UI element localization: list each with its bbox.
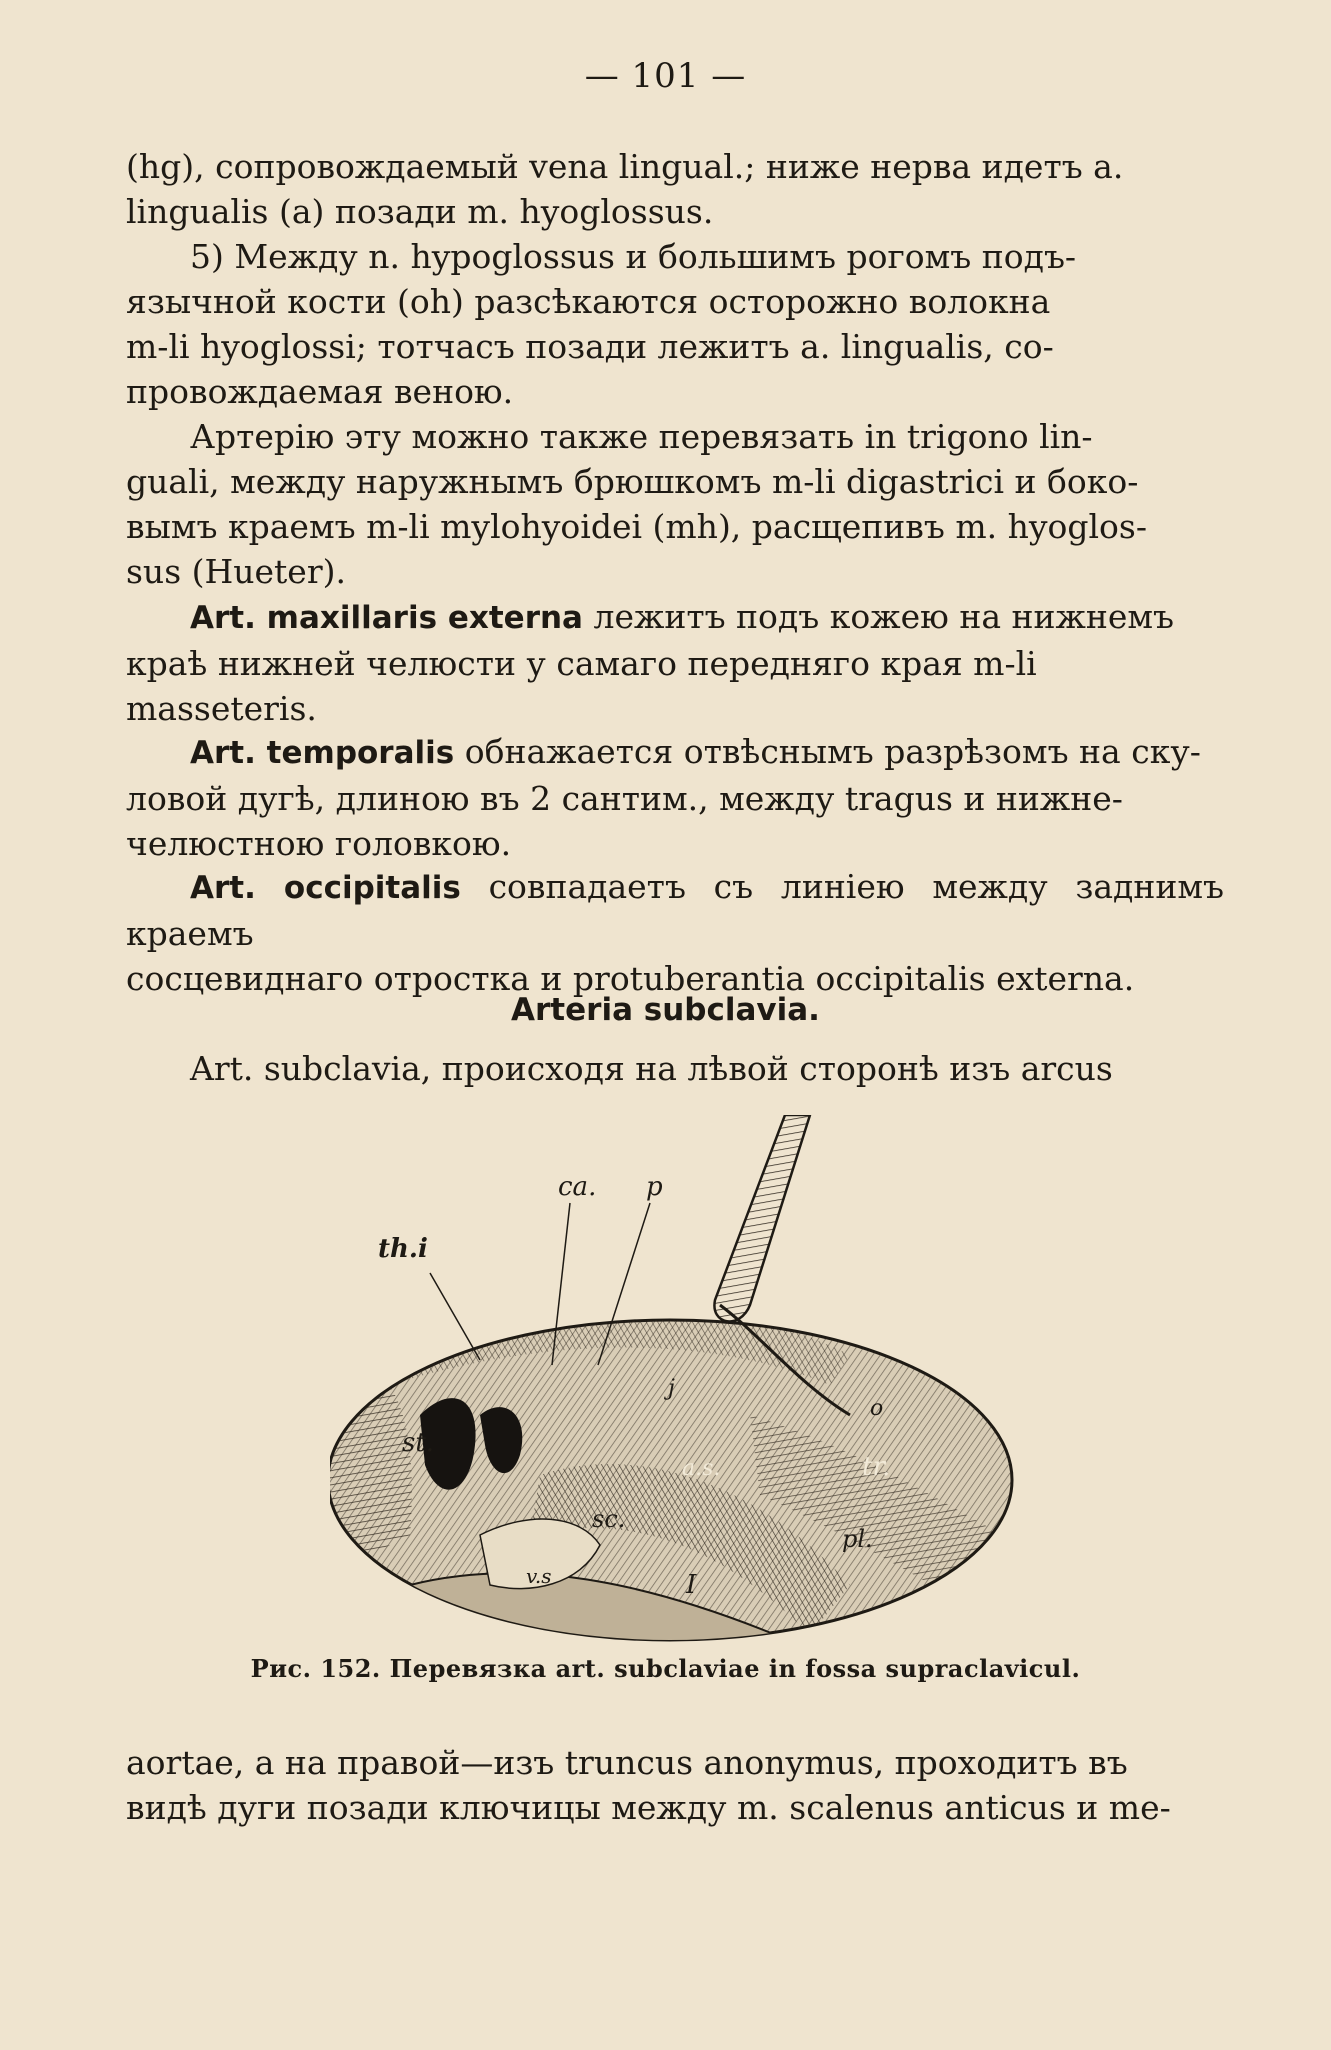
text-line: провождаемая веною. bbox=[126, 372, 514, 411]
text-line: masseteris. bbox=[126, 689, 317, 728]
label-o: o bbox=[870, 1396, 884, 1421]
paragraph-trigono-linguali bbox=[126, 414, 1224, 594]
label-pl: pl. bbox=[842, 1525, 873, 1553]
paragraph-temporalis bbox=[126, 729, 1224, 866]
text-line: видѣ дуги позади ключицы между m. scalenus anticus и me- bbox=[126, 1788, 1171, 1827]
paragraph-step-5 bbox=[126, 234, 1224, 414]
label-ca: ca. bbox=[558, 1172, 597, 1202]
text-line: вымъ краемъ m-li mylohyoidei (mh), расщепивъ m. hyoglos- bbox=[126, 507, 1148, 546]
text-line: m-li hyoglossi; тотчасъ позади лежитъ a. lingualis, со- bbox=[126, 327, 1054, 366]
text-line: aortae, а на правой—изъ truncus anonymus, проходитъ въ bbox=[126, 1743, 1128, 1782]
section-heading: Arteria subclavia. bbox=[511, 992, 820, 1028]
text-line: Art. maxillaris externa лежитъ подъ кожею на нижнемъ bbox=[190, 597, 1175, 636]
term-temporalis: Art. temporalis bbox=[190, 735, 455, 771]
text-line: guali, между наружнымъ брюшкомъ m-li digastrici и боко- bbox=[126, 462, 1139, 501]
text-line: сосцевиднаго отростка и protuberantia occipitalis externa. bbox=[126, 959, 1135, 998]
text-line: краѣ нижней челюсти у самаго передняго края m-li bbox=[126, 644, 1037, 683]
text-line: 5) Между n. hypoglossus и большимъ рогомъ подъ- bbox=[190, 237, 1077, 276]
figure-illustration bbox=[330, 1115, 1030, 1645]
term-maxillaris-externa: Art. maxillaris externa bbox=[190, 600, 583, 636]
text-line: язычной кости (oh) разсѣкаются осторожно волокна bbox=[126, 282, 1051, 321]
text-line: Art. temporalis обнажается отвѣснымъ разрѣзомъ на ску- bbox=[190, 732, 1201, 771]
label-sc: sc. bbox=[592, 1505, 626, 1533]
figure-caption: Рис. 152. Перевязка art. subclaviae in fossa supraclavicul. bbox=[250, 1654, 1081, 1683]
paragraph-continuation bbox=[126, 144, 1224, 234]
paragraph-occipitalis bbox=[126, 864, 1224, 1001]
text-line: Art. subclavia, происходя на лѣвой сторонѣ изъ arcus bbox=[190, 1049, 1113, 1088]
paragraph-maxillaris-externa bbox=[126, 594, 1224, 731]
page-number: — 101 — bbox=[584, 56, 747, 96]
text-line: челюстною головкою. bbox=[126, 824, 512, 863]
text-line: Артерію эту можно также перевязать in trigono lin- bbox=[190, 417, 1093, 456]
paragraph-aortae bbox=[126, 1740, 1224, 1830]
text-line: sus (Hueter). bbox=[126, 552, 346, 591]
label-p: p bbox=[646, 1172, 663, 1202]
label-thi: th.i bbox=[378, 1234, 428, 1264]
label-st: st. bbox=[402, 1428, 435, 1458]
text-line: ловой дугѣ, длиною въ 2 сантим., между tragus и нижне- bbox=[126, 779, 1123, 818]
label-I: I bbox=[686, 1570, 697, 1600]
label-tr: tr. bbox=[862, 1452, 891, 1482]
text-line: (hg), сопровождаемый vena lingual.; ниже нерва идетъ a. bbox=[126, 147, 1124, 186]
term-occipitalis: Art. occipitalis bbox=[190, 870, 461, 906]
label-vs: v.s bbox=[526, 1564, 552, 1588]
anatomical-figure bbox=[330, 1115, 1030, 1645]
paragraph-subclavia bbox=[126, 1046, 1224, 1091]
text-line: lingualis (a) позади m. hyoglossus. bbox=[126, 192, 714, 231]
label-j: j bbox=[668, 1376, 675, 1401]
text-line: Art. occipitalis совпадаетъ съ линіею между заднимъ краемъ bbox=[126, 867, 1225, 953]
label-as: a.s. bbox=[682, 1456, 721, 1481]
